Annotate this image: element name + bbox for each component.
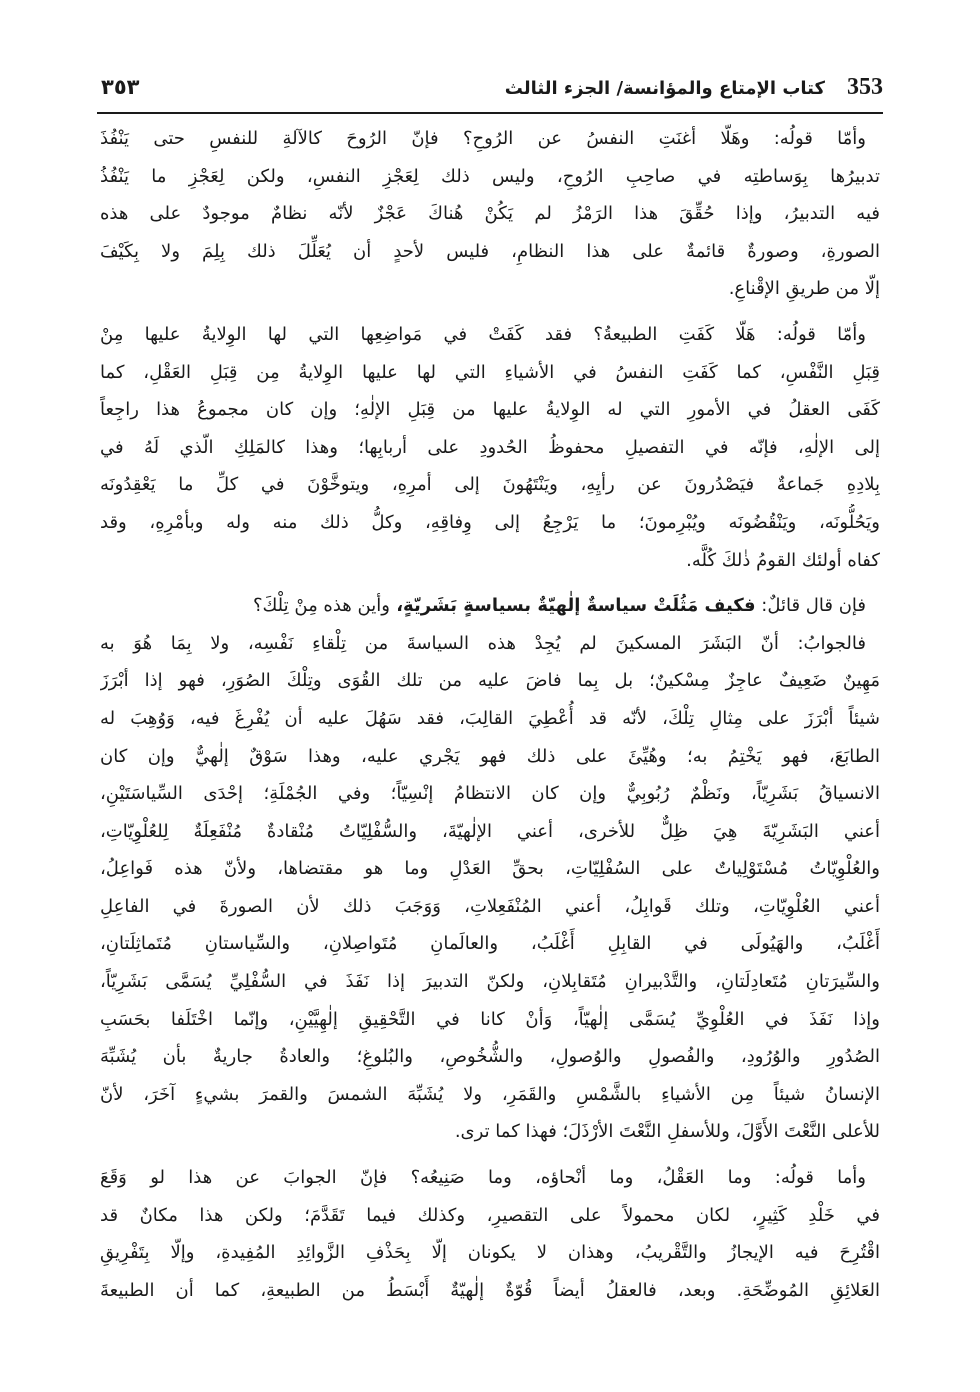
text-line: فيه التدبيرُ، وإذا حُقِّقَ هذا الرَمْزُ لم يَكُنْ هُناكَ عَجْزٌ لأنّه نظامٌ موجودٌ على هذه xyxy=(100,203,880,225)
text-line: الصُدُورِ والوُرُودِ، والفُصولِ والوُصولِ، والشُّخُوصِ، والبُلوغِ؛ والعادةُ جاريةٌ بأن يُشَبِّهَ xyxy=(100,1046,880,1068)
text-line: إلّا من طريقِ الإقْناعِ. xyxy=(728,278,880,300)
text-line: الطابَعَ، فهو يَخْتِمُ به؛ وهُيِّئَ على ذلك فهو يَجْري عليه، وهذا سَوْقٌ إلٰهيٌّ وإن كان xyxy=(100,745,880,767)
text-line: والعُلْوِيّاتُ مُسْتَوْلِياتٌ على السُفْلِيّاتِ، بحقِّ العَدْلِ وما هو مقتضاها، ولأنّ هذه فَواعِلُ، xyxy=(100,858,880,880)
text-line: بِلادِهِ جَماعةٌ فيَصْدُرونَ عن رأيِهِ، ويَنْتَهُونَ إلى أمرِهِ، ويتوخَّوْنَ في كلِّ ما يَعْقِدُونَه xyxy=(100,474,880,496)
text-line: للأعلى النَّعْتَ الأَوَّلَ، وللأسفلِ النَّعْتَ الأرْذَلَ؛ فهذا كما ترى. xyxy=(454,1121,880,1143)
text-line: العَلائِقِ المُوضِّحَةِ. وبعد، فالعقلُ أيضاً قُوّةٌ إلٰهيّةٌ أَبْسَطُ من الطبيعةِ، كما أن الطبيعةَ xyxy=(100,1279,880,1301)
text-line: فالجوابُ: أنّ البَشَرَ المسكينَ لم يُجِدْ هذه السياسةَ من تِلْقاءِ نَفْسِه، ولا بِمَا هُوَ به xyxy=(100,632,866,654)
paragraph-answer xyxy=(100,625,880,1151)
text-line: في خَلْدِ كَثِيرٍ، لكان محمولاً على التقصيرِ، وكذلك فيما تَقَدَّمَ؛ ولكن هذا مكانٌ قد xyxy=(100,1204,880,1226)
running-header xyxy=(97,68,883,114)
body-text xyxy=(100,120,880,1309)
paragraph-nature xyxy=(100,316,880,579)
text-line: اقْتُرِحَ فيه الإيجازُ والتَّقْريبُ، وهذان لا يكونان إلّا بِحَذْفِ الزَّوائِدِ المُفِيدةِ، وإلّا بِتَفْرِيقِ xyxy=(100,1242,880,1264)
text-line: أَغْلَبُ، والهَيُولَى في القابِلِ أَغْلَبُ، والعالَمانِ مُتَواصِلانِ، والسِّياستانِ مُتَماثِلَتانِ، xyxy=(100,933,880,955)
question-line xyxy=(100,587,880,625)
page-number-arabic: ٣٥٣ xyxy=(101,75,140,99)
question-tail: وأين هذه مِنْ تِلْكَ؟ xyxy=(252,595,390,617)
book-title: كتاب الإمتاع والمؤانسة/ الجزء الثالث xyxy=(504,78,825,99)
text-line: وأمّا قولُه: هَلّا كَفَتِ الطبيعةُ؟ فقد كَفَتْ في مَواضِعِها التي لها الوِلايةُ عليها مِنْ xyxy=(100,323,866,345)
text-line: تدبيرُها بِوَساطتِه في صاحِبِ الرُوحِ، وليس ذلك لِعَجْزِ النفسِ، ولكن لِعَجْزِ ما يَنْفُذُ xyxy=(100,165,880,187)
text-line: وأما قولُه: وما العَقْلُ، وما أنْحاؤه، وما صَنِيعُه؟ فإنّ الجوابَ عن هذا لو وَقَعَ xyxy=(100,1167,866,1189)
text-line: الصورةِ، وصورةٌ قائمةٌ على هذا النظامِ، فليس لأحدٍ أن يُعَلِّلَ ذلك بِلِمَ ولا بِكَيْفَ xyxy=(100,240,880,262)
text-line: الانسياقُ بَشَرِيّاً، ونَظْمٌ رُبُوبِيٌّ وإن كان الانتظامُ إنْسِيّاً؛ وفي الجُمْلَةِ؛ إحْدَى السِّياسَتَيْنِ، xyxy=(100,783,880,805)
text-line: كَفَى العقلُ في الأمورِ التي له الوِلايةُ عليها من قِبَلِ الإلٰهِ؛ وإن كان مجموعُ هذا راجِعاً xyxy=(100,399,880,421)
question-bold: فكيف مَثُلَتْ سياسةٌ إلٰهيّةٌ بسياسةٍ بَشَريّةٍ، xyxy=(389,595,756,617)
paragraph-gap xyxy=(100,308,880,316)
page-number-latin: 353 xyxy=(847,74,883,100)
text-line: وإذا نَفَذَ في العُلْوِيِّ يُسَمَّى إلٰهيّاً، وَأنْ كانا في التَّحْقِيقِ إلٰهِيَّيْنِ، وإنّما اخْتَلَفا بحَسَبِ xyxy=(100,1008,880,1030)
text-line: شيئاً أبْرَزَ على مِثالِ تِلْكَ، لأنّه قد أُعْطِيَ القالِبَ، فقد سَهُلَ عليه أن يُفْرِغَ فيه، وَوُهِبَ له xyxy=(100,707,880,729)
text-line: قِبَلِ النَّفْسِ، كما كَفَتِ النفسُ في الأشياءِ التي لها عليها الوِلايةُ مِن قِبَلِ العَقْلِ، كما xyxy=(100,361,880,383)
text-line: والسِّيرَتانِ مُتَعادِلَتانِ، والتَّدْبيرانِ مُتَقابِلانِ، ولكنّ التدبيرَ إذا نَفَذَ في السُّفْلِيِّ يُسَمَّى بَشَرِيّاً، xyxy=(100,971,880,993)
paragraph-intellect xyxy=(100,1159,880,1309)
paragraph-question xyxy=(100,587,880,625)
text-line: ويَحُلُّونَه، ويَنْقُضُونَه ويُبْرِمونَ؛ ما يَرْجِعُ إلى وِفاقِهِ، وكلُّ ذلك منه وله وبأمْرِهِ، وقد xyxy=(100,511,880,533)
paragraph-gap xyxy=(100,579,880,587)
text-line: وأمّا قولُه: وهَلّا أغنَتِ النفسُ عن الرُوحِ؟ فإنّ الرُوحَ كالآلةِ للنفسِ حتى يَنْفُذَ xyxy=(100,128,866,149)
text-line: أعني البَشَرِيّةَ هِيَ ظِلٌّ للأخرى، أعني الإلٰهيّةَ، والسُّفْلِيّاتُ مُنْقادةٌ مُنْفَعِلَةٌ لِلعُلْوِيّاتِ، xyxy=(100,820,880,842)
paragraph-gap xyxy=(100,1151,880,1159)
question-lead: فإن قال قائلٌ: xyxy=(755,595,866,617)
text-line: الإنسانُ شيئاً مِن الأشياءِ بالشَّمْسِ والقَمَرِ، ولا يُشَبِّهَ الشمسَ والقمرَ بشيءٍ آخَرَ، لأنّ xyxy=(100,1083,880,1105)
text-line: مَهِينٌ ضَعِيفٌ عاجِزٌ مِسْكينٌ؛ بل بِما فاضَ عليه من تلك القُوَى وتِلْكَ الصُوَرِ، فهو إذا أبْرَزَ xyxy=(100,670,880,692)
text-line: إلى الإلٰهِ، فإنّه في التفصيلِ محفوظُ الحُدودِ على أربابِها؛ وهذا كالمَلِكِ الّذي لَهُ في xyxy=(100,436,880,458)
text-line: كفاه أولئك القومُ ذٰلكَ كُلَّه. xyxy=(686,549,880,571)
text-line: أعني العُلْوِيّاتِ، وتلك قَوابِلُ، أعني المُنْفَعِلاتِ، وَوَجَبَ ذلك لأن الصورةَ في الفاعِلِ xyxy=(100,895,880,917)
paragraph-soul-spirit xyxy=(100,120,880,308)
